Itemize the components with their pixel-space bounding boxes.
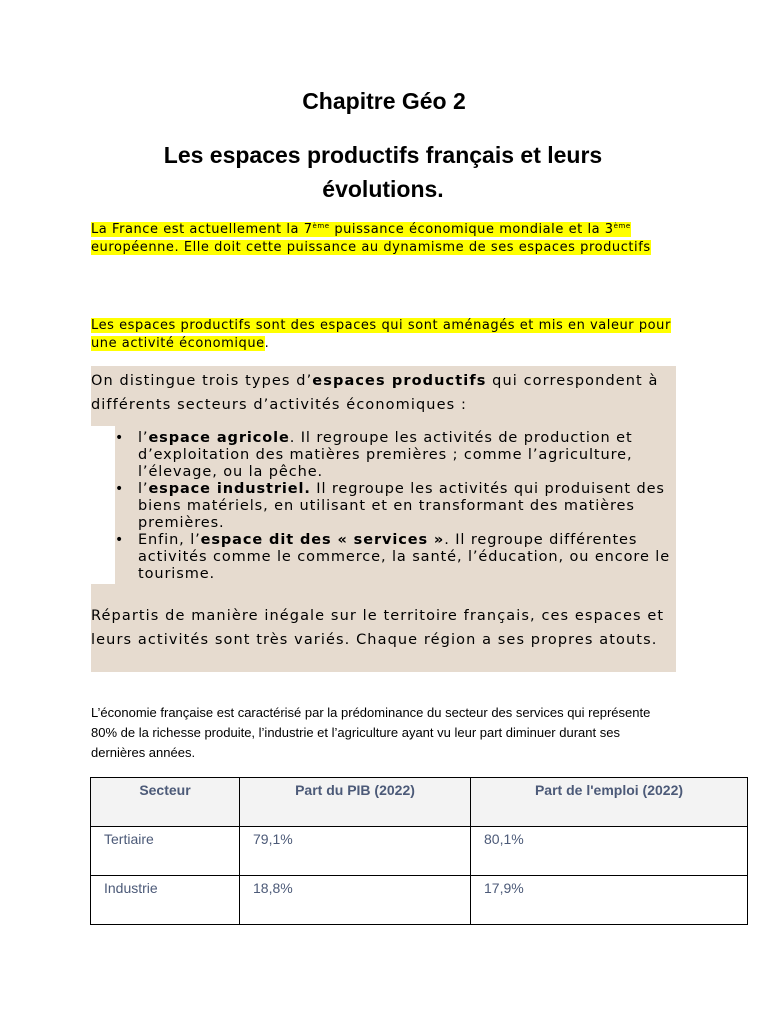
- sector-table: [90, 777, 748, 925]
- info-box-intro: [91, 369, 676, 417]
- lesson-title: Les espaces productifs français et leurs évolutions.: [163, 142, 603, 202]
- table-header-row: [91, 778, 748, 827]
- list-item-prefix: Enfin, l’: [138, 532, 201, 548]
- table-cell: Tertiaire: [91, 827, 240, 876]
- table-cell: 18,8%: [240, 876, 471, 925]
- list-item-text: . Il regroupe les activités de production et d’exploitation des matières premières ; comme l’agriculture, l’élevage, ou la pêche.: [138, 430, 633, 480]
- box-intro-end: qui correspondent à différents secteurs d’activités économiques :: [91, 373, 659, 413]
- table-header: Part du PIB (2022): [240, 778, 471, 827]
- table-cell: Industrie: [91, 876, 240, 925]
- intro-highlight: [91, 222, 651, 255]
- list-item: [115, 430, 680, 481]
- list-item: [115, 481, 680, 532]
- intro-sup-2: ème: [613, 222, 631, 230]
- list-item: [115, 532, 680, 583]
- table-header: Part de l'emploi (2022): [471, 778, 748, 827]
- intro-text-2: puissance économique mondiale et la 3: [329, 222, 614, 237]
- economy-summary: L’économie française est caractérisé par la prédominance du secteur des services qui représente 80% de la richesse produite, l’industrie et l’agriculture ayant vu leur part diminuer durant ses dernières années.: [91, 705, 651, 760]
- list-item-prefix: l’: [138, 481, 149, 497]
- intro-text-3: européenne. Elle doit cette puissance au dynamisme de ses espaces productifs: [91, 240, 651, 255]
- definition-text: Les espaces productifs sont des espaces qui sont aménagés et mis en valeur pour une activité économique: [91, 318, 671, 351]
- info-box-conclusion: Répartis de manière inégale sur le territoire français, ces espaces et leurs activités sont très variés. Chaque région a ses propres atouts.: [91, 608, 665, 648]
- table-header: Secteur: [91, 778, 240, 827]
- intro-text-1: La France est actuellement la 7: [91, 222, 313, 237]
- box-intro-bold: espaces productifs: [312, 373, 487, 389]
- table-row: [91, 876, 748, 925]
- box-intro-start: On distingue trois types d’: [91, 373, 313, 389]
- list-item-bold: espace industriel.: [148, 481, 311, 497]
- table-cell: 80,1%: [471, 827, 748, 876]
- intro-paragraph: [91, 221, 691, 257]
- info-box-indent: [91, 426, 115, 584]
- list-item-bold: espace agricole: [148, 430, 290, 446]
- productive-spaces-list: [115, 430, 680, 583]
- table-cell: 17,9%: [471, 876, 748, 925]
- table-cell: 79,1%: [240, 827, 471, 876]
- definition-paragraph: [91, 317, 691, 353]
- intro-sup-1: ème: [312, 222, 330, 230]
- list-item-prefix: l’: [138, 430, 149, 446]
- table-row: [91, 827, 748, 876]
- chapter-title: Chapitre Géo 2: [302, 88, 466, 114]
- list-item-bold: espace dit des « services »: [200, 532, 445, 548]
- list-item-text: Il regroupe les activités qui produisent des biens matériels, en utilisant et en transformant des matières premières.: [138, 481, 665, 531]
- definition-end: .: [264, 336, 270, 351]
- list-item-text: . Il regroupe différentes activités comme le commerce, la santé, l’éducation, ou encore le tourisme.: [138, 532, 671, 582]
